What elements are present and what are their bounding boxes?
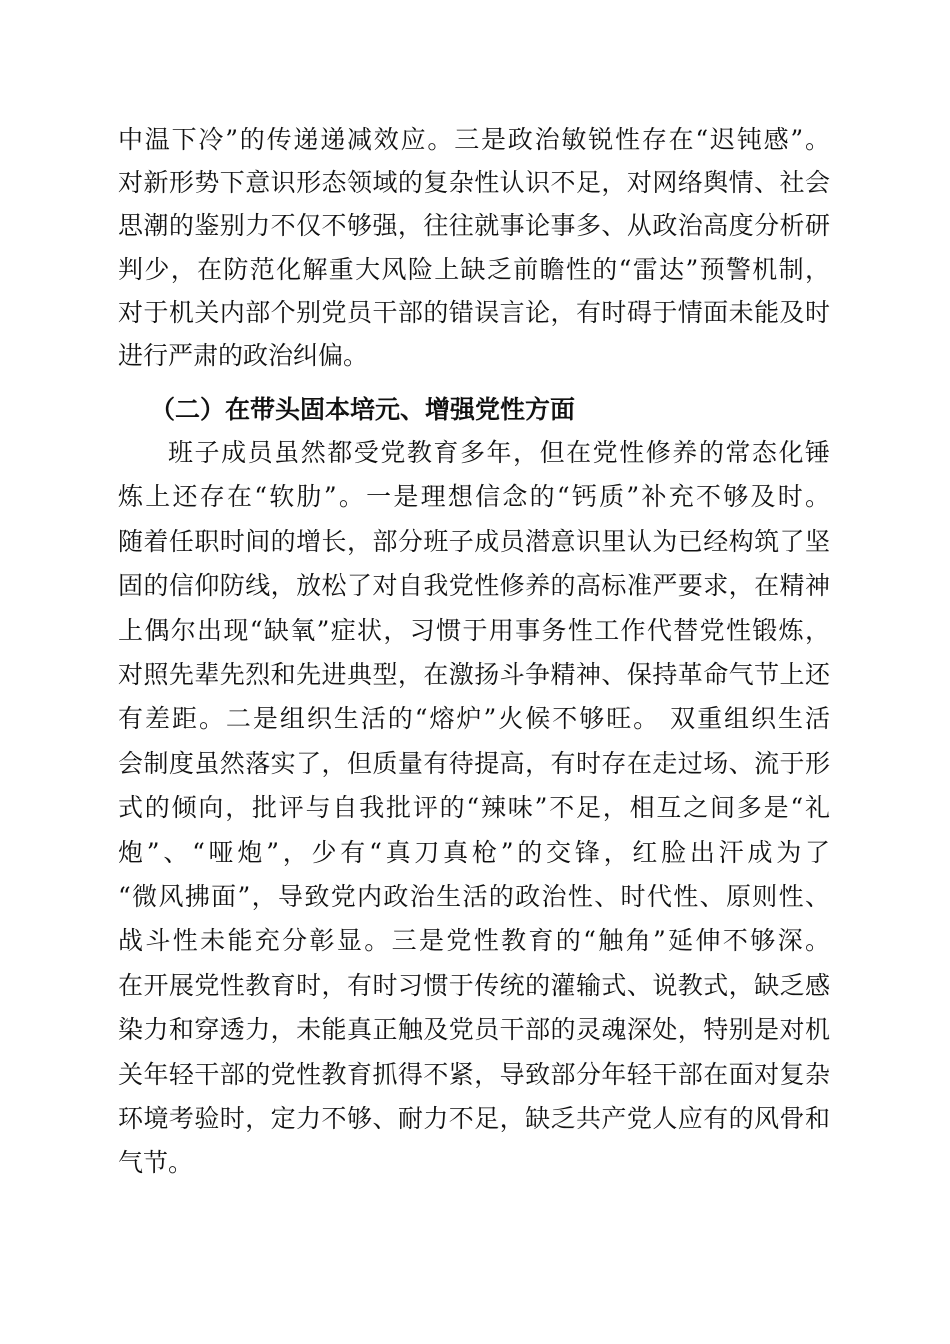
text-line: 式的倾向，批评与自我批评的“辣味”不足，相互之间多是“礼	[118, 793, 830, 823]
text-line: 对新形势下意识形态领域的复杂性认识不足，对网络舆情、社会	[118, 168, 830, 198]
text-line: 气节。	[118, 1148, 194, 1178]
text-line: 对于机关内部个别党员干部的错误言论，有时碍于情面未能及时	[118, 297, 830, 327]
text-line: 上偶尔出现“缺氧”症状，习惯于用事务性工作代替党性锻炼，	[118, 615, 830, 645]
text-line: 战斗性未能充分彰显。三是党性教育的“触角”延伸不够深。	[118, 926, 830, 956]
text-line: 对照先辈先烈和先进典型，在激扬斗争精神、保持革命气节上还	[118, 660, 830, 689]
text-line: 会制度虽然落实了，但质量有待提高，有时存在走过场、流于形	[118, 748, 830, 778]
text-line: 班子成员虽然都受党教育多年，但在党性修养的常态化锤	[168, 438, 830, 467]
text-line: 在开展党性教育时，有时习惯于传统的灌输式、说教式，缺乏感	[118, 970, 830, 1000]
text-line: “微风拂面”，导致党内政治生活的政治性、时代性、原则性、	[118, 882, 830, 911]
text-line: 炮”、“哑炮”，少有“真刀真枪”的交锋，红脸出汗成为了	[118, 837, 830, 867]
text-line: 思潮的鉴别力不仅不够强，往往就事论事多、从政治高度分析研	[118, 211, 830, 241]
text-line: 关年轻干部的党性教育抓得不紧，导致部分年轻干部在面对复杂	[118, 1059, 830, 1089]
text-line: 炼上还存在“软肋”。一是理想信念的“钙质”补充不够及时。	[118, 482, 830, 512]
text-line: 固的信仰防线，放松了对自我党性修养的高标准严要求，在精神	[118, 571, 830, 601]
text-line: 随着任职时间的增长，部分班子成员潜意识里认为已经构筑了坚	[118, 526, 830, 556]
text-line: 染力和穿透力，未能真正触及党员干部的灵魂深处，特别是对机	[118, 1015, 830, 1045]
section-heading: （二）在带头固本培元、增强党性方面	[150, 395, 576, 424]
text-line: 环境考验时，定力不够、耐力不足，缺乏共产党人应有的风骨和	[118, 1104, 830, 1133]
text-line: 进行严肃的政治纠偏。	[118, 341, 369, 370]
text-line: 判少，在防范化解重大风险上缺乏前瞻性的“雷达”预警机制，	[118, 254, 830, 284]
text-line: 中温下冷”的传递递减效应。三是政治敏锐性存在“迟钝感”。	[118, 125, 830, 154]
text-line: 有差距。二是组织生活的“熔炉”火候不够旺。 双重组织生活	[118, 704, 830, 734]
